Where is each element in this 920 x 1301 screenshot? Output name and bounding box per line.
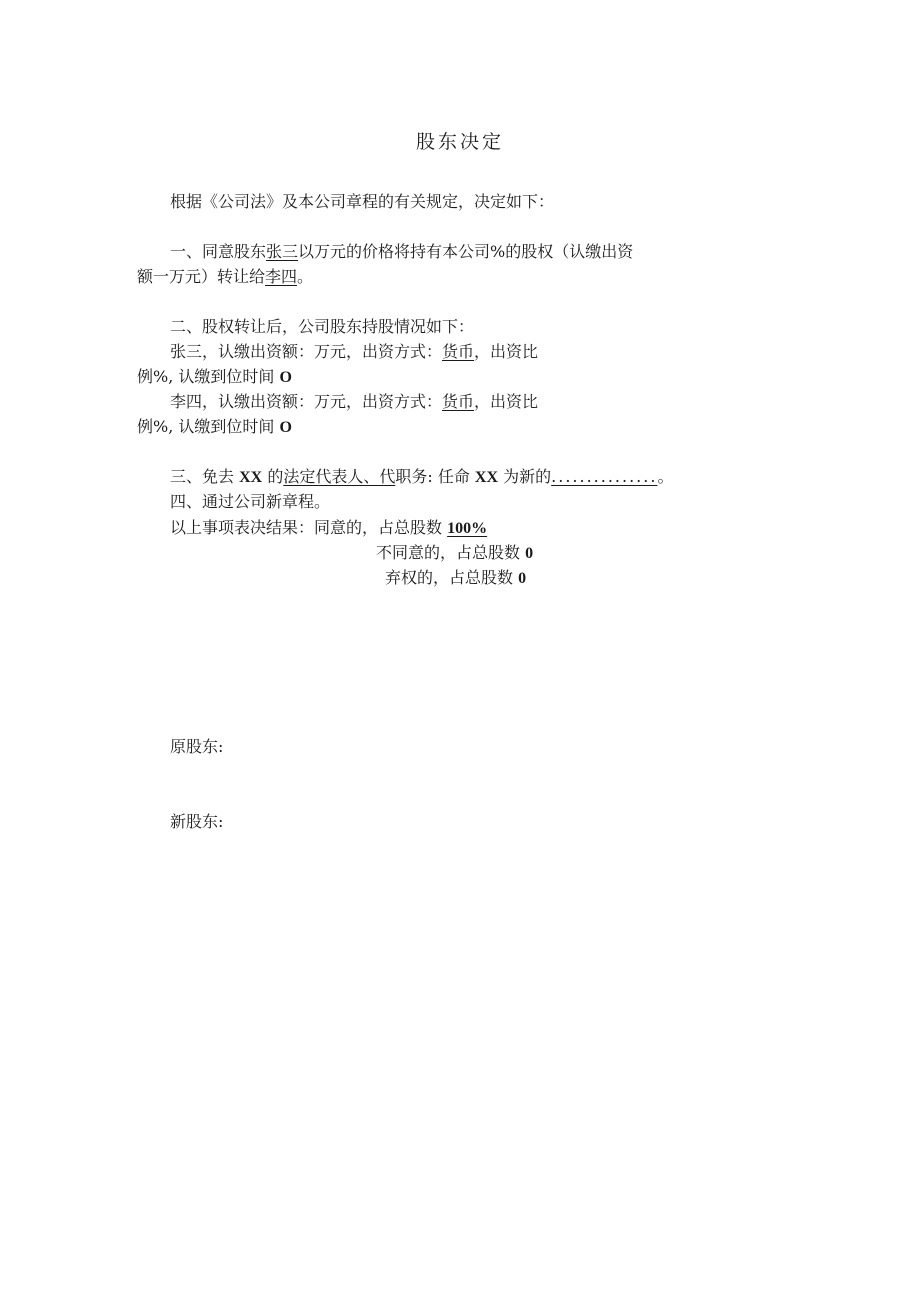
item3-role: 法定代表人、代 [283,467,396,486]
item3-end: 。 [657,467,674,486]
item3-prefix: 三、免去 [170,467,235,486]
holder-1-text: 张三，认缴出资额：万元，出资方式： [170,342,443,361]
vote-disagree-text: 不同意的，占总股数 [376,543,521,562]
item1-line2 [137,267,313,287]
vote-disagree [376,543,533,564]
holder-1-time-value: O [279,369,292,386]
item2-heading: 二、股权转让后，公司股东持股情况如下： [170,317,475,336]
item3-xx2: XX [474,469,499,486]
item1-middle: 以万元的价格将持有本公司%的股权（认缴出资 [298,242,634,261]
item3-line [170,467,673,488]
vote-abstain-value: 0 [518,570,527,587]
holder-2-line1 [170,392,538,412]
vote-abstain-text: 弃权的，占总股数 [385,568,514,587]
holder-1-line1 [170,342,538,362]
item3-xx1: XX [239,469,263,486]
item4-line: 四、通过公司新章程。 [170,492,331,511]
vote-agree [170,518,487,539]
vote-agree-value: 100% [447,520,488,537]
vote-disagree-value: 0 [525,545,534,562]
item3-mid2: 职务: 任命 [395,467,470,486]
holder-2-method: 货币 [442,392,475,411]
holder-1-line2 [137,367,292,388]
vote-agree-text: 以上事项表决结果：同意的，占总股数 [170,518,443,537]
holder-2-line2-text: 例%, 认缴到位时间 [137,417,275,436]
item3-mid3: 为新的 [503,467,552,486]
item1-line2-prefix: 额一万元）转让给 [137,267,266,286]
holder-2-text: 李四，认缴出资额：万元，出资方式： [170,392,443,411]
original-shareholder-signature: 原股东: [170,737,224,756]
holder-1-method: 货币 [442,342,475,361]
item3-mid1: 的 [267,467,284,486]
item1-from-name: 张三 [266,242,299,261]
item1-to-name: 李四 [265,267,298,286]
item1-prefix: 一、同意股东 [170,242,267,261]
document-title: 股东决定 [415,131,504,153]
item1-end: 。 [297,267,314,286]
holder-2-after-method: ，出资比 [474,392,539,411]
item1-line1 [170,242,633,262]
holder-2-line2 [137,417,292,438]
new-shareholder-signature: 新股东: [170,812,224,831]
holder-1-after-method: ，出资比 [474,342,539,361]
holder-2-time-value: O [279,419,292,436]
intro-paragraph: 根据《公司法》及本公司章程的有关规定，决定如下： [170,192,555,211]
item3-blank: ............... [551,467,658,486]
holder-1-line2-text: 例%, 认缴到位时间 [137,367,275,386]
vote-abstain [385,568,526,589]
